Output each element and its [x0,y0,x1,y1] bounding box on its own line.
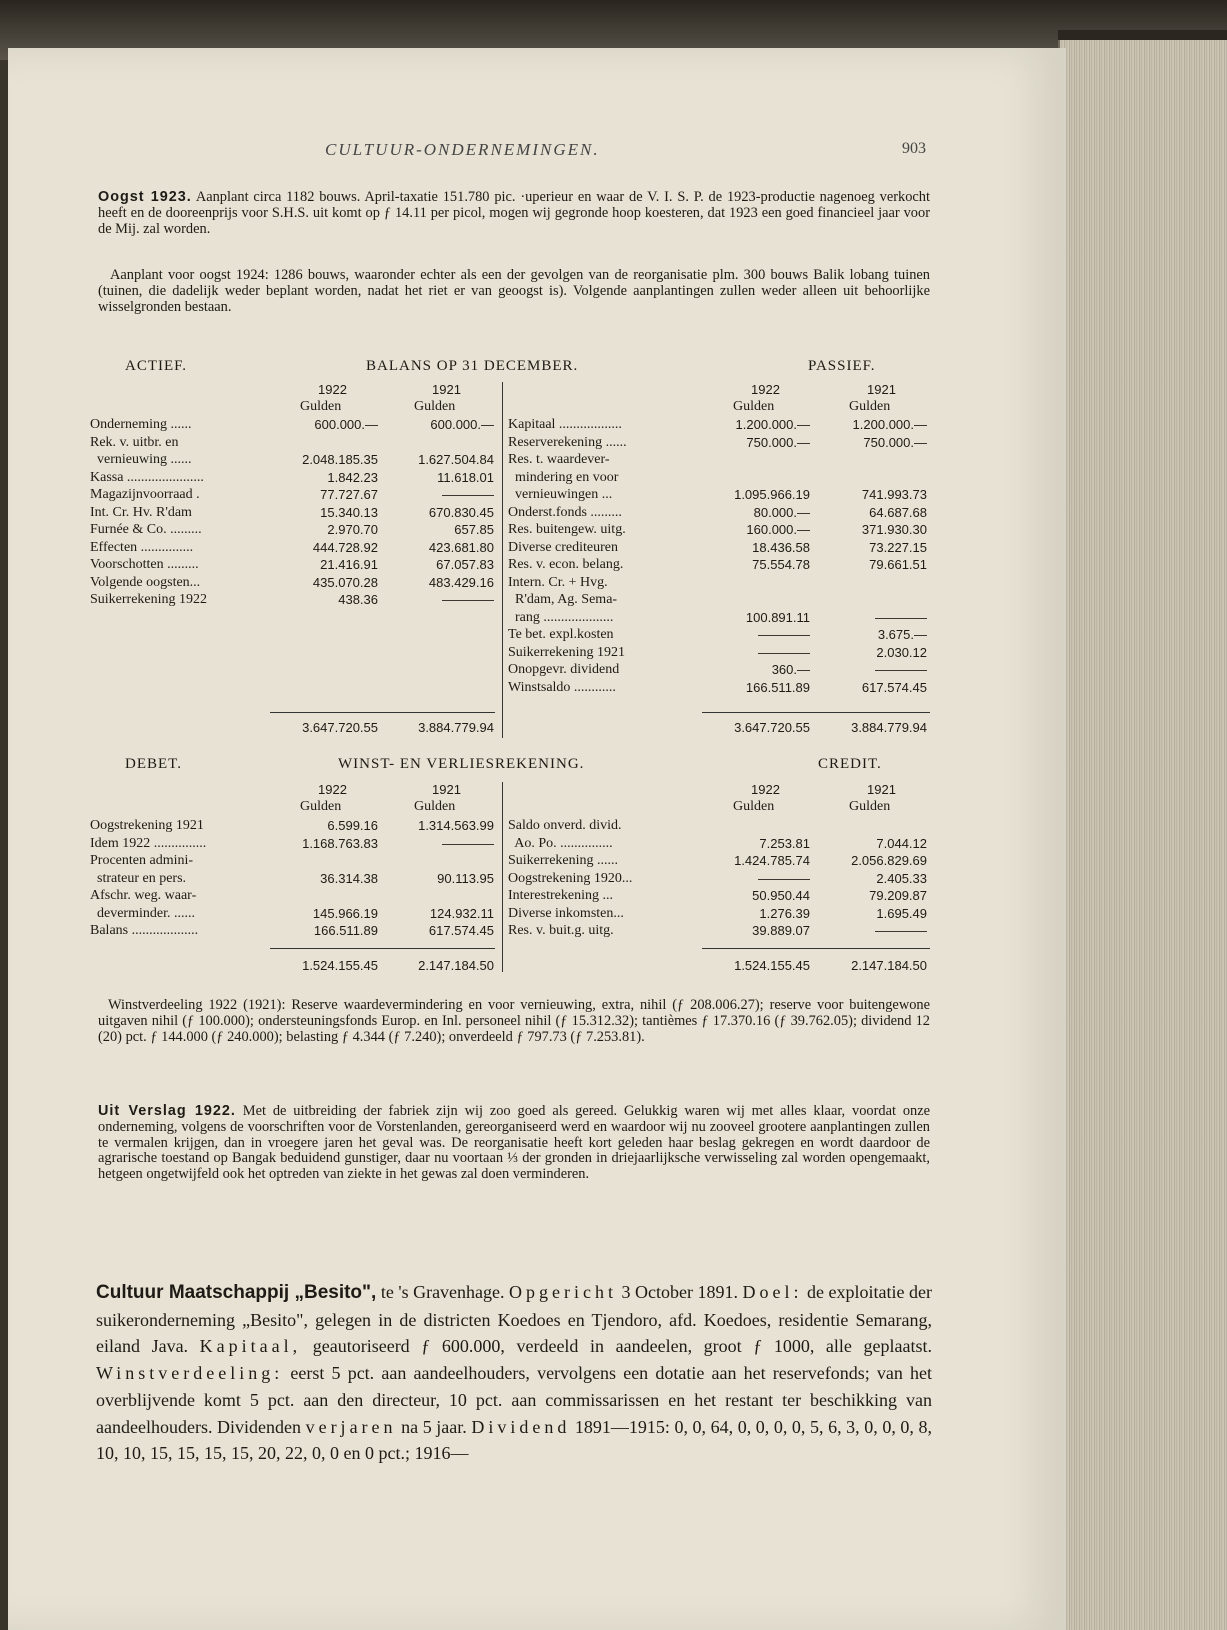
winst-debet-labels: Oogstrekening 1921 Idem 1922 ............... Procenten admini- strateur en pers. Afschr. weg. waar- deverminder. ...... Balans ................... [90,818,207,938]
besito-key-kapitaal: Kapitaal, [199,1336,302,1357]
winst-credit-1922: 7.253.81 1.424.785.74 ———— 50.950.44 1.276.39 39.889.07 [734,835,810,938]
verslag-label: Uit Verslag 1922. [98,1103,236,1119]
aanplant-paragraph: Aanplant voor oogst 1924: 1286 bouws, waaronder echter als een der gevolgen van de reorganisatie plm. 300 bouws Balik lobang tuinen (tuinen, die dadelijk weder beplant worden, nadat het riet er van geoogst is). Volgende aanplantingen zullen weder alleen uit behoorlijke wisselgronden bestaan. [98,267,930,315]
winst-debet-total-1921: 2.147.184.50 [418,958,494,973]
besito-text-1: te 's Gravenhage. [376,1282,510,1302]
balans-passief-year-a: 1922 [751,382,780,397]
balans-actief-total-rule [270,712,495,713]
balans-actief-1922: 600.000.— 2.048.185.35 1.842.23 77.727.67 15.340.13 2.970.70 444.728.92 21.416.91 435.070.28 438.36 [302,417,378,607]
running-header: CULTUUR-ONDERNEMINGEN. [325,140,600,159]
balans-actief-unit-a: Gulden [300,399,342,414]
balans-passief-total-1921: 3.884.779.94 [851,720,927,735]
winst-debet-unit-a: Gulden [300,799,342,814]
winst-debet-1922: 6.599.16 1.168.763.83 36.314.38 145.966.19 166.511.89 [302,818,378,938]
besito-key-verjaren: verjaren [305,1416,397,1437]
balans-passief-year-b: 1921 [867,382,896,397]
winst-credit-unit-b: Gulden [849,799,891,814]
besito-text-7: 1891—1915: 0, 0, 64, 0, 0, 0, 0, 5, 6, 3, 0, 0, 0, 8, 10, 10, 15, 15, 15, 15, 20, 22, 0, 0 en 0 pct.; 1916— [96,1416,932,1464]
winst-credit-unit-a: Gulden [733,799,775,814]
balans-passief-total-rule [702,712,930,713]
winst-debet-total-rule [270,948,495,949]
winst-title: WINST- EN VERLIESREKENING. [338,756,585,772]
oogst-label: Oogst 1923. [98,189,192,205]
besito-paragraph [96,1279,932,1467]
oogst-paragraph [98,190,930,237]
besito-text-4: geautoriseerd ƒ 600.000, verdeeld in aandeelen, groot ƒ 1000, alle geplaatst. [301,1336,932,1357]
balans-actief-unit-b: Gulden [414,399,456,414]
besito-text-5: eerst 5 pct. aan aandeelhouders, vervolgens een dotatie aan het reservefonds; van het overblijvende komt 5 pct. aan den directeur, 10 pct. aan commissarissen en het restant ter beschikking van aandeelhouders. Dividenden [96,1363,932,1437]
winst-credit-labels: Saldo onverd. divid. Ao. Po. ............... Suikerrekening ...... Oogstrekening 1920... Interestrekening ... Diverse inkomsten... Res. v. buit.g. uitg. [508,818,633,938]
besito-key-opgericht: Opgericht [509,1282,618,1302]
balans-actief-year-b: 1921 [432,382,461,397]
winst-credit-title: CREDIT. [818,756,882,772]
winst-debet-title: DEBET. [125,756,182,772]
winst-debet-unit-b: Gulden [414,799,456,814]
balans-actief-year-a: 1922 [318,382,347,397]
winst-credit-year-a: 1922 [751,782,780,797]
winst-credit-total-1922: 1.524.155.45 [734,958,810,973]
balans-passief-1922: 1.200.000.— 750.000.— 1.095.966.19 80.000.— 160.000.— 18.436.58 75.554.78 100.891.11 ———— ———— 360.— 166.511.89 [734,417,810,695]
balans-actief-title: ACTIEF. [125,358,188,374]
oogst-text: Aanplant circa 1182 bouws. April-taxatie 151.780 pic. ·uperieur en waar de V. I. S. P. de 1923-productie nagenoeg verkocht heeft en de dooreenprijs voor S.H.S. uit komt op ƒ 14.11 per picol, mogen wij gegronde hoop koesteren, dat 1923 een goed financieel jaar voor de Mij. zal worden. [98,189,930,237]
balans-passief-labels: Kapitaal .................. Reserverekening ...... Res. t. waardever- mindering en voor vernieuwingen ... Onderst.fonds ......... Res. buitengew. uitg. Diverse crediteuren Res. v. econ. belang. Intern. Cr. + Hvg. R'dam, Ag. Sema- rang .................... Te bet. expl.kosten Suikerrekening 1921 Onopgevr. dividend Winstsaldo ............ [508,417,627,695]
besito-key-winstverdeeling: Winstverdeeling: [96,1363,284,1384]
balans-title: BALANS OP 31 DECEMBER. [366,358,579,374]
winst-credit-1921: 7.044.12 2.056.829.69 2.405.33 79.209.87 1.695.49 ———— [851,835,927,938]
verslag-text: Met de uitbreiding der fabriek zijn wij zoo goed als gereed. Gelukkig waren wij met alles klaar, voordat onze onderneming, volgens de voorschriften voor de Vorstenlanden, gereorganiseerd werd en waardoor wij nu zooveel grootere aanplantingen zullen te vermalen krijgen, dan in vroegere jaren het geval was. De reorganisatie heeft kort geleden haar beslag gekregen en wordt daardoor de agrarische toestand op Bangak beduidend gunstiger, daar nu voortaan ⅓ der gronden in driejaarlijksche verwisseling zal worden opengemaakt, hetgeen ongetwijfeld ook het optreden van ziekte in het gewas zal doen verminderen. [98,1103,930,1183]
winst-credit-total-1921: 2.147.184.50 [851,958,927,973]
winst-debet-year-b: 1921 [432,782,461,797]
balans-passief-title: PASSIEF. [808,358,876,374]
besito-title: Cultuur Maatschappij „Besito", [96,1282,377,1303]
besito-key-dividend: Dividend [471,1416,571,1437]
balans-passief-unit-b: Gulden [849,399,891,414]
winst-credit-year-b: 1921 [867,782,896,797]
balans-actief-labels: Onderneming ...... Rek. v. uitbr. en vernieuwing ...... Kassa ...................... Magazijnvoorraad . Int. Cr. Hv. R'dam Furnée & Co. ......... Effecten ............... Voorschotten ......... Volgende oogsten... Suikerrekening 1922 [90,417,208,607]
balans-actief-total-1921: 3.884.779.94 [418,720,494,735]
besito-text-2: 3 October 1891. [617,1282,743,1302]
page-edges [1058,40,1227,1630]
winst-debet-1921: 1.314.563.99 ———— 90.113.95 124.932.11 617.574.45 [418,818,494,938]
page-number: 903 [902,140,926,157]
winstverdeeling-paragraph: Winstverdeeling 1922 (1921): Reserve waardevermindering en voor vernieuwing, extra, nihil (ƒ 208.006.27); reserve voor buitengewone uitgaven nihil (ƒ 100.000); ondersteuningsfonds Europ. en Inl. personeel nihil (ƒ 15.312.32); tantièmes ƒ 17.370.16 (ƒ 39.762.05); dividend 12 (20) pct. ƒ 144.000 (ƒ 240.000); belasting ƒ 4.344 (ƒ 7.240); onverdeeld ƒ 797.73 (ƒ 7.253.81). [98,997,930,1045]
balans-passief-unit-a: Gulden [733,399,775,414]
balans-passief-1921: 1.200.000.— 750.000.— 741.993.73 64.687.68 371.930.30 73.227.15 79.661.51 ———— 3.675.— 2.030.12 ———— 617.574.45 [852,417,927,695]
winst-credit-total-rule [702,948,930,949]
balans-divider [502,382,503,738]
balans-actief-1921: 600.000.— 1.627.504.84 11.618.01 ———— 670.830.45 657.85 423.681.80 67.057.83 483.429.16 ———— [418,417,494,607]
winst-debet-year-a: 1922 [318,782,347,797]
balans-actief-total-1922: 3.647.720.55 [302,720,378,735]
besito-text-6: na 5 jaar. [396,1416,472,1437]
balans-passief-total-1922: 3.647.720.55 [734,720,810,735]
winst-divider [502,782,503,972]
verslag-paragraph [98,1104,930,1183]
besito-text-3: de exploitatie der suikeronderneming „Besito", gelegen in de districten Koedoes en Tjendoro, afd. Koedoes, residentie Semarang, eiland Java. [96,1282,932,1357]
winst-debet-total-1922: 1.524.155.45 [302,958,378,973]
besito-key-doel: Doel: [742,1282,803,1302]
